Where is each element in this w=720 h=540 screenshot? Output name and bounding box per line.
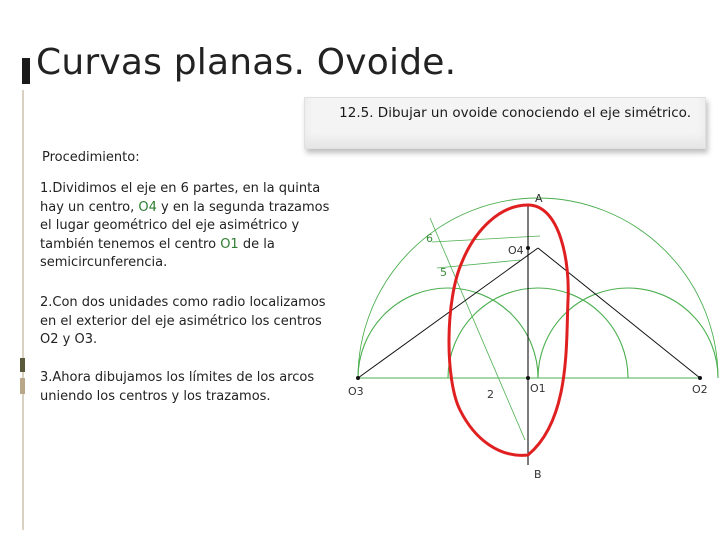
step-1-text-b: y en la segunda trazamos el lugar geométrico del eje asimétrico y también tenemos el centro — [40, 199, 330, 252]
label-o1: O1 — [530, 382, 546, 395]
point-o1 — [526, 376, 530, 380]
procedure-step-3: 3.Ahora dibujamos los límites de los arcos uniendo los centros y los trazamos. — [40, 370, 315, 404]
label-a: A — [535, 192, 543, 205]
key-points — [356, 246, 702, 380]
step-1-o1-ref: O1 — [220, 236, 239, 252]
label-o3: O3 — [348, 385, 364, 398]
label-division-6: 6 — [426, 232, 433, 245]
problem-statement: 12.5. Dibujar un ovoide conociendo el eje simétrico. — [339, 105, 691, 121]
point-o3 — [356, 376, 360, 380]
point-o4 — [526, 246, 530, 250]
label-o2: O2 — [692, 383, 708, 396]
label-o4: O4 — [508, 244, 524, 257]
step-1-text-a: 1.Dividimos el eje en 6 partes, en la quinta hay un centro, — [40, 181, 321, 215]
ovoid-curve — [449, 205, 568, 455]
page-title: Curvas planas. Ovoide. — [36, 42, 457, 83]
line-o2-o4 — [538, 248, 700, 378]
procedure-heading: Procedimiento: — [42, 150, 140, 165]
procedure-step-2: 2.Con dos unidades como radio localizamos en el exterior del eje asimétrico los centros O2 y O3. — [40, 295, 326, 347]
step-1-text-c: de la semicircunferencia. — [40, 236, 275, 270]
center-lines — [358, 206, 700, 465]
semicircle-center — [448, 288, 628, 378]
label-division-2: 2 — [487, 388, 494, 401]
construction-arcs — [358, 198, 718, 440]
label-b: B — [534, 468, 542, 481]
label-division-5: 5 — [440, 266, 447, 279]
step-1-o4-ref: O4 — [138, 199, 157, 215]
guide-line-2 — [432, 236, 540, 242]
point-o2 — [698, 376, 702, 380]
